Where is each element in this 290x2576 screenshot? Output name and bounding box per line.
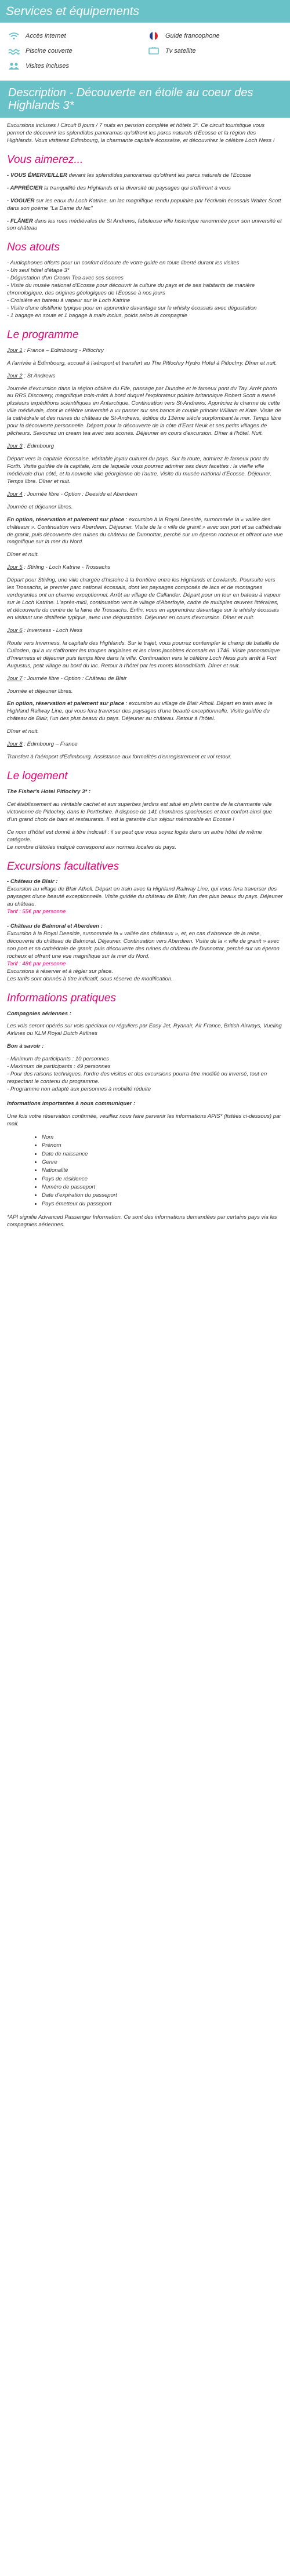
aimerez-list bbox=[7, 172, 283, 233]
excursion-price: Tarif : 48€ par personne bbox=[7, 960, 66, 967]
apis-fields-list bbox=[7, 1133, 283, 1209]
excursion-balmoral: - Château de Balmoral et Aberdeen : Excursion à la Royal Deeside, surnommée la « vallée des châteaux », et, en cas d'absence de la reine, découverte du château de Balmoral. Déjeuner. Continuation vers Aberdeen. Visite de la « ville de granit » avec son port et sa cathédrale de granit, puis découverte des ruines du château de Dunnottar, perché sur un éperon rocheux et offrant une vue magnifique sur la mer du Nord. Tarif : 48€ par personne Excursions à réserver et à régler sur place. Les tarifs sont donnés à titre indicatif, sous réserve de modification. bbox=[7, 923, 283, 983]
hotel-note: Ce nom d'hôtel est donné à titre indicatif : il se peut que vous soyez logés dans un autre hôtel de même catégorie. Le nombre d'étoiles indiqué correspond aux normes locales du pays. bbox=[7, 829, 262, 851]
hotel-description: Cet établissement au véritable cachet et aux superbes jardins est situé en plein centre de la charmante ville victorienne de Pitlochry, dans le Perthshire. Il dispose de 141 chambres spacieuses et tout confort ainsi que d'un grand choix de bars et restaurants. Il est la garantie d'un séjour mémorable en Ecosse ! bbox=[7, 801, 272, 823]
day-paragraph: Départ vers la capitale écossaise, véritable joyau culturel du pays. Sur la route, admirez le fameux pont du Forth. Visite guidée de la capitale, lors de laquelle vous pourrez admirer ses deux facettes : la vieille ville médiévale d'un côté, et la nouvelle ville géorgienne de l'autre. Visite du musée national d'Ecosse. Déjeuner. Temps libre. Dîner et nuit. bbox=[7, 456, 272, 485]
list-item: • Pays de résidence bbox=[42, 1175, 283, 1183]
section-title-logement: Le logement bbox=[7, 770, 68, 783]
apis-footnote: *API signifie Advanced Passenger Information. Ce sont des informations demandées par certains pays via les compagnies aériennes. bbox=[7, 1214, 277, 1229]
atout-item: - Croisière en bateau à vapeur sur le Loch Katrine bbox=[7, 297, 130, 304]
day-title: Jour 6 : Inverness - Loch Ness bbox=[7, 627, 83, 634]
aimerez-item: - APPRÉCIER la tranquillité des Highlands et la diversité de paysages qui s'offriront à vous bbox=[7, 184, 231, 191]
wifi-icon bbox=[8, 31, 20, 41]
list-item: • Date d'expiration du passeport bbox=[42, 1191, 283, 1200]
excursion-price: Tarif : 55€ par personne bbox=[7, 909, 66, 915]
day-title: Jour 2 : St Andrews bbox=[7, 372, 56, 379]
day-paragraph: Journée et déjeuner libres. bbox=[7, 503, 73, 510]
atouts-list bbox=[7, 260, 283, 320]
service-pool: Piscine couverte bbox=[8, 43, 142, 59]
atout-item: - Visite du musée national d'Ecosse pour découvrir la culture du pays et de ses habitants de manière chronologique, des origines géologiques de l'Ecosse à nos jours bbox=[7, 282, 255, 297]
day-title: Jour 4 : Journée libre - Option : Deeside et Aberdeen bbox=[7, 491, 137, 497]
compagnies-heading: Compagnies aériennes : bbox=[7, 1010, 71, 1017]
list-item: • Date de naissance bbox=[42, 1150, 283, 1158]
day-paragraph: Dîner et nuit. bbox=[7, 728, 39, 735]
day-paragraph: Route vers Inverness, la capitale des Highlands. Sur le trajet, vous pourrez contempler le champ de bataille de Culloden, qui a vu s'affronter les troupes anglaises et les clans jacobites écossais en 1746. Visite panoramique d'Inverness et déjeuner puis temps libre dans la ville. Continuation vers le célèbre Loch Ness puis arrêt à Fort Augustus, petit village au bord du lac. Retour à l'hôtel par les monts Monadhliath. Dîner et nuit. bbox=[7, 640, 280, 669]
french-flag-icon bbox=[148, 31, 160, 41]
service-guide: Guide francophone bbox=[148, 28, 282, 43]
list-item: • Pays émetteur du passeport bbox=[42, 1200, 283, 1208]
excursion-blair: - Château de Blair : Excursion au village de Blair Atholl. Départ en train avec la Highland Railway Line, qui vous fera traverser des paysages d'une beauté exceptionnelle. Visite guidée du château de Blair, l'un des plus beaux du pays. Déjeuner au château. Tarif : 55€ par personne bbox=[7, 878, 283, 915]
section-title-infos: Informations pratiques bbox=[7, 991, 116, 1004]
excursion-note: Excursions à réserver et à régler sur place. Les tarifs sont donnés à titre indicatif, sous réserve de modification. bbox=[7, 968, 173, 982]
tv-icon bbox=[148, 46, 160, 56]
section-title-programme: Le programme bbox=[7, 328, 79, 341]
atout-item: - Audiophones offerts pour un confort d'écoute de votre guide en toute liberté durant les visites bbox=[7, 260, 240, 267]
section-title-excursions: Excursions facultatives bbox=[7, 860, 119, 873]
section-title-aimerez: Vous aimerez... bbox=[7, 153, 84, 166]
list-item: • Genre bbox=[42, 1158, 283, 1167]
day-paragraph: Journée d'excursion dans la région côtière du Fife, passage par Dundee et le fameux pont du Tay. Arrêt photo au RRS Discovery, magnifique trois-mâts à bord duquel l'explorateur polaire britannique Robert Scott a mené plusieurs expéditions scientifiques en Antarctique. Continuation vers St-Andrews. Appréciez le charme de cette ville médiévale, dont le célèbre université a vu passer sur ses bancs le couple princier William et Kate. Visite de la cathédrale et des ruines du château de St-Andrews, édifice du 13ème siècle surplombant la mer. Temps libre pour la découverte personnelle. Départ pour la découverte de la côte d'East Neuk et ses petits villages de pêcheurs. Savourez un cream tea avec ses scones. Déjeuner en cours d'excursion. Dîner à l'hôtel. Nuit. bbox=[7, 385, 281, 437]
bon-a-savoir-heading: Bon à savoir : bbox=[7, 1043, 44, 1050]
day-paragraph: A l'arrivée à Edimbourg, accueil à l'aéroport et transfert au The Pitlochry Hydro Hotel à Pitlochry. Dîner et nuit. bbox=[7, 359, 277, 366]
aimerez-item: - VOGUER sur les eaux du Loch Katrine, un lac magnifique rendu populaire par l'écrivain écossais Walter Scott dans son poème "La Dame du lac" bbox=[7, 197, 281, 212]
day-title: Jour 8 : Edimbourg – France bbox=[7, 741, 78, 748]
service-tv: Tv satellite bbox=[148, 43, 282, 59]
day-paragraph: En option, réservation et paiement sur place : excursion au village de Blair Atholl. Départ en train avec le Highland Railway Line, qui vous fera traverser des paysages d'une beauté exceptionnelle. Visite guidée du château de Blair, l'un des plus beaux du pays. Déjeuner au château. Retour à l'hôtel. bbox=[7, 700, 273, 722]
day-title: Jour 3 : Edimbourg bbox=[7, 443, 55, 450]
atout-item: - 1 bagage en soute et 1 bagage à main inclus, poids selon la compagnie bbox=[7, 312, 187, 319]
list-item: • Numéro de passeport bbox=[42, 1183, 283, 1191]
content bbox=[0, 118, 290, 1229]
atout-item: - Visite d'une distillerie typique pour en apprendre davantage sur le whisky écossais avec dégustation bbox=[7, 304, 257, 311]
service-visits: Visites incluses bbox=[8, 59, 142, 74]
list-item: • Prénom bbox=[42, 1142, 283, 1150]
atout-item: - Un seul hôtel d'étape 3* bbox=[7, 267, 70, 274]
description-title: Description - Découverte en étoile au coeur des Highlands 3* bbox=[0, 81, 290, 118]
day-paragraph: Départ pour Stirling, une ville chargée d'histoire à la frontière entre les Highlands et Lowlands. Poursuite vers les Trossachs, le premier parc national écossais, dont les paysages composés de lacs et de montagnes verdoyantes ont un charme exceptionnel. Arrêt au village de Callander. Départ pour un tour en bateau à vapeur sur le Loch Katrine. L'après-midi, continuation vers le village d'Aberfoyle, cadre de multiples œuvres littéraires, et découverte du centre de la laine de Trossachs. Enfin, vous en apprendrez davantage sur le whisky écossais en visitant une distillerie typique, avec une dégustation. Déjeuner en cours d'excursion. Dîner et nuit. bbox=[7, 577, 281, 621]
group-icon bbox=[8, 61, 20, 71]
services-title: Services et équipements bbox=[0, 0, 290, 23]
day-paragraph: En option, réservation et paiement sur place : excursion à la Royal Deeside, surnommée la « vallée des châteaux ». Continuation vers Aberdeen. Déjeuner. Visite de la « ville de granit » avec son port et sa cathédrale de granit, puis découverte des ruines du château de Dunnottar, perché sur un éperon rocheux et offrant une vue magnifique sur la mer du Nord. bbox=[7, 516, 283, 546]
day-paragraph: Dîner et nuit. bbox=[7, 551, 39, 558]
services-list bbox=[0, 23, 290, 81]
list-item: • Nom bbox=[42, 1133, 283, 1142]
infos-communiquer-heading: Informations importantes à nous communiquer : bbox=[7, 1100, 136, 1107]
day-title: Jour 1 : France – Edimbourg - Pitlochry bbox=[7, 347, 104, 354]
section-title-atouts: Nos atouts bbox=[7, 241, 60, 254]
aimerez-item: - VOUS ÉMERVEILLER devant les splendides panoramas qu'offrent les parcs naturels de l'Ecosse bbox=[7, 172, 252, 179]
pool-icon bbox=[8, 46, 20, 56]
day-paragraph: Transfert à l'aéroport d'Edimbourg. Assistance aux formalités d'enregistrement et vol retour. bbox=[7, 754, 232, 761]
day-title: Jour 5 : Stirling - Loch Katrine - Trossachs bbox=[7, 564, 111, 571]
list-item: • Nationalité bbox=[42, 1167, 283, 1175]
infos-communiquer-text: Une fois votre réservation confirmée, veuillez nous faire parvenir les informations APIS* (listées ci-dessous) par mail. bbox=[7, 1113, 281, 1127]
aimerez-item: - FLÂNER dans les rues médiévales de St Andrews, fabuleuse ville historique renommée pour son université et son château bbox=[7, 217, 282, 232]
hotel-name: The Fisher's Hotel Pitlochry 3* : bbox=[7, 788, 91, 795]
page bbox=[0, 0, 290, 1246]
intro-text: Excursions incluses ! Circuit 8 jours / 7 nuits en pension complète et hôtels 3*. Ce circuit touristique vous permet de découvrir les splendides panoramas qu'offrent les parcs naturels d'Ecosse et la région des Highlands. Vous visiterez Edimbourg, la charmante capitale écossaise, et découvrirez le célèbre Loch Ness ! bbox=[7, 122, 275, 144]
bon-a-savoir-list: - Minimum de participants : 10 personnes - Maximum de participants : 49 personnes - Pour des raisons techniques, l'ordre des visites et des excursions pourra être modifié ou inversé, tout en respectant le contenu du programme. - Programme non adapté aux personnes à mobilité réduite bbox=[7, 1056, 267, 1092]
service-internet: Accès internet bbox=[8, 28, 142, 43]
compagnies-text: Les vols seront opérés sur vols spéciaux ou réguliers par Easy Jet, Ryanair, Air France, British Airways, Vueling Airlines ou KLM Royal Dutch Airlines bbox=[7, 1023, 282, 1037]
day-title: Jour 7 : Journée libre - Option : Château de Blair bbox=[7, 675, 127, 682]
programme-days bbox=[7, 347, 283, 761]
atout-item: - Dégustation d'un Cream Tea avec ses scones bbox=[7, 275, 124, 282]
day-paragraph: Journée et déjeuner libres. bbox=[7, 688, 73, 695]
